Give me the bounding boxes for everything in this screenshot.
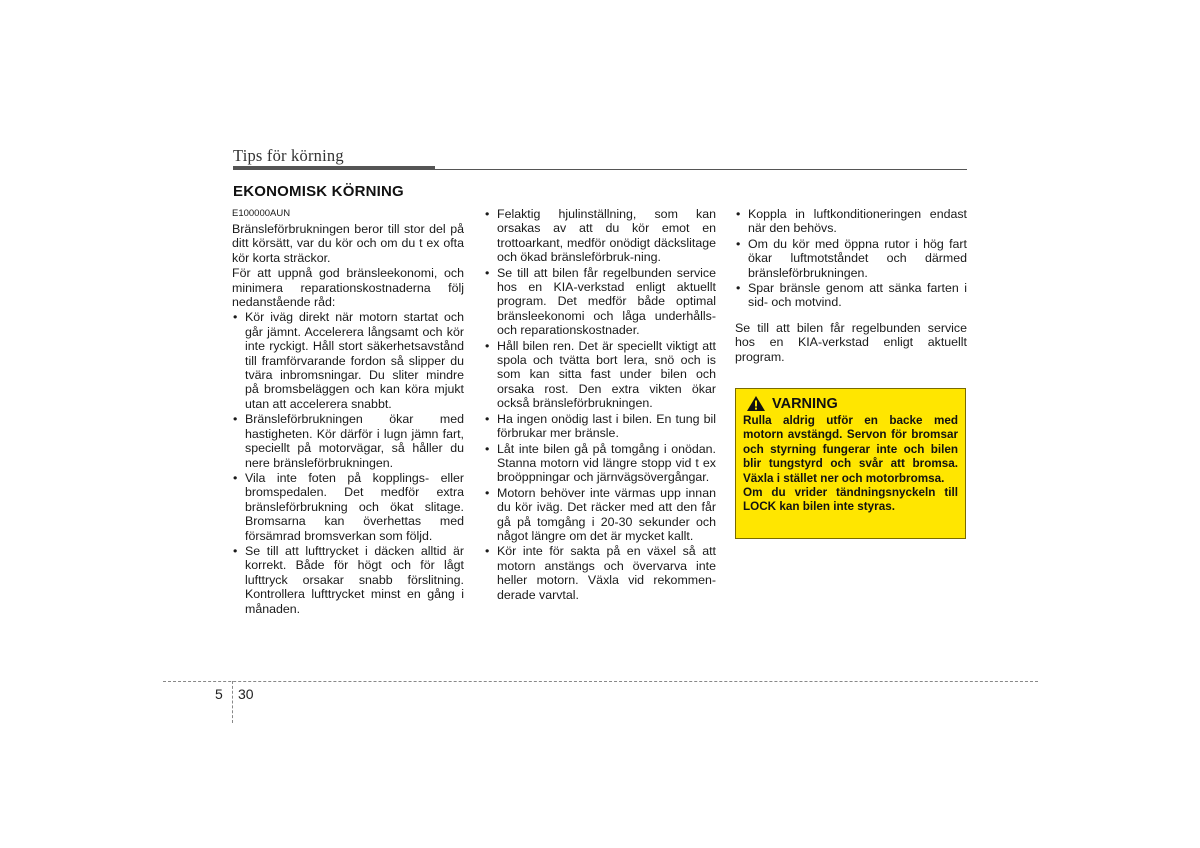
list-item: • Koppla in luftkonditioneringen endast när den behövs.	[735, 207, 967, 236]
warning-paragraph-1: Rulla aldrig utför en backe med motorn avstängd. Servon för bromsar och styrning fungerar inte och bilen blir tungstyrd och svår att bromsa. Växla i stället ner och motorbromsa.	[743, 414, 958, 485]
service-paragraph: Se till att bilen får regelbunden service hos en KIA-verkstad enligt aktuellt program.	[735, 320, 967, 364]
footer-vertical-divider	[232, 681, 233, 723]
page-heading: EKONOMISK KÖRNING	[233, 183, 404, 200]
list-item: • Låt inte bilen gå på tomgång i onödan. Stanna motorn vid längre stopp vid t ex broöppningar och järnvägsövergångar.	[484, 442, 716, 485]
page-number: 30	[238, 686, 254, 702]
tips-list-2	[484, 207, 716, 602]
list-item: • Ha ingen onödig last i bilen. En tung bil förbrukar mer bränsle.	[484, 412, 716, 441]
header-rule-thick	[233, 166, 435, 170]
section-code: E100000AUN	[232, 208, 291, 219]
warning-title: VARNING	[772, 395, 838, 412]
warning-paragraph-2: Om du vrider tändningsnyckeln till LOCK kan bilen inte styras.	[743, 486, 958, 514]
footer-divider	[163, 681, 1038, 682]
text-column-3	[735, 207, 967, 365]
list-item: • Se till att bilen får regelbunden service hos en KIA-verkstad enligt aktuellt program. Det medför både optimal bränsleekonomi och låga underhålls- och reparationskostnader.	[484, 266, 716, 338]
warning-box	[735, 388, 966, 539]
list-item: • Kör iväg direkt när motorn startat och går jämnt. Accelerera långsamt och kör inte ryckigt. Håll stort säkerhetsavstånd till framförvarande fordon så slipper du tvära inbromsningar. Du sliter mindre på bromsbeläggen och kan köra mjukt utan att accelerera snabbt.	[232, 310, 464, 411]
warning-text	[743, 414, 958, 515]
warning-header	[746, 395, 958, 412]
intro-paragraph-2: För att uppnå god bränsleekonomi, och minimera reparationskostnaderna följ nedanstående råd:	[232, 266, 464, 310]
tips-list-3	[735, 207, 967, 310]
list-item: • Håll bilen ren. Det är speciellt viktigt att spola och tvätta bort lera, snö och is som kan sitta fast under bilen och orsaka rost. Den extra vikten ökar också bränsleförbrukningen.	[484, 339, 716, 411]
list-item: • Se till att lufttrycket i däcken alltid är korrekt. Både för högt och för lågt lufttryck orsakar snabb förslitning. Kontrollera lufttrycket minst en gång i månaden.	[232, 544, 464, 616]
list-item: • Motorn behöver inte värmas upp innan du kör iväg. Det räcker med att den får gå på tomgång i 20-30 sekunder och något längre om det är mycket kallt.	[484, 486, 716, 544]
list-item: • Vila inte foten på kopplings- eller bromspedalen. Det medför extra bränsleförbrukning och ökat slitage. Bromsarna kan överhettas med försämrad bromsverkan som följd.	[232, 471, 464, 543]
text-column-2	[484, 207, 716, 603]
text-column-1	[232, 207, 464, 617]
intro-paragraph-1: Bränsleförbrukningen beror till stor del på ditt körsätt, var du kör och om du t ex ofta kör korta sträckor.	[232, 222, 464, 265]
list-item: • Felaktig hjulinställning, som kan orsakas av att du kör emot en trottoarkant, medför onödigt däckslitage och ökad bränsleförbruk-ning.	[484, 207, 716, 265]
section-title: Tips för körning	[233, 146, 344, 165]
warning-triangle-icon	[746, 395, 766, 412]
header-rule-thin	[435, 169, 967, 170]
chapter-number: 5	[215, 686, 223, 702]
list-item: • Bränsleförbrukningen ökar med hastigheten. Kör därför i lugn jämn fart, speciellt på motorvägar, så håller du nere bränsleförbrukningen.	[232, 412, 464, 470]
tips-list-1	[232, 310, 464, 616]
list-item: • Kör inte för sakta på en växel så att motorn anstängs och övervarva inte heller motorn. Växla vid rekommen-derade varvtal.	[484, 544, 716, 602]
list-item: • Om du kör med öppna rutor i hög fart ökar luftmotståndet och därmed bränsleförbrukningen.	[735, 237, 967, 280]
list-item: • Spar bränsle genom att sänka farten i sid- och motvind.	[735, 281, 967, 310]
